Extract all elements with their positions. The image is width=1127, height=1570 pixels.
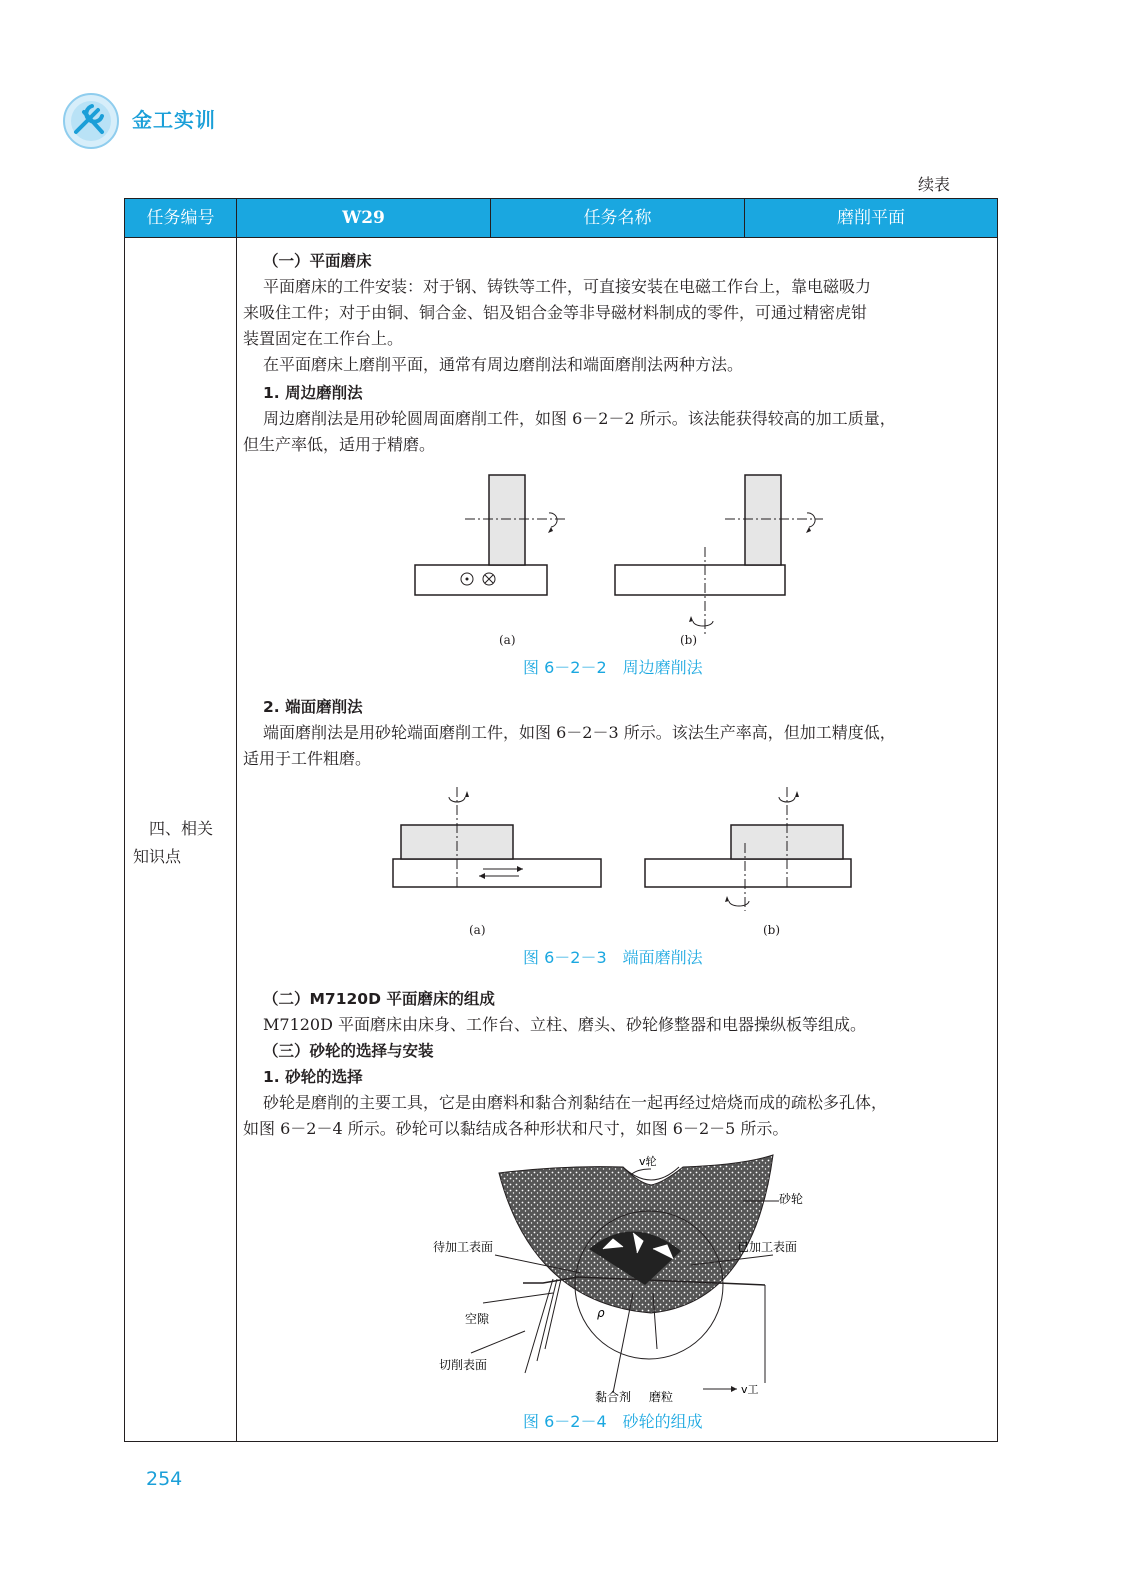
header-task-number-label: 任务编号 [125, 199, 237, 237]
header-task-number-value: W29 [237, 199, 491, 237]
section2-text: M7120D 平面磨床由床身、工作台、立柱、磨头、砂轮修整器和电器操纵板等组成。 [263, 1015, 867, 1034]
fig2b-table-rotation [729, 901, 749, 906]
left-label [133, 815, 233, 871]
table-header-row [125, 199, 997, 238]
fig1a-rotation-arrow [549, 513, 557, 527]
left-label-line1: 四、相关 [149, 819, 214, 838]
figure-6-2-2-caption: 图 6－2－2 周边磨削法 [523, 658, 703, 677]
method1-line1: 周边磨削法是用砂轮圆周面磨削工件，如图 6－2－2 所示。该法能获得较高的加工质量， [263, 409, 896, 428]
fig2-label-b: (b) [763, 923, 781, 937]
section2-title: （二）M7120D 平面磨床的组成 [263, 990, 495, 1008]
fig1b-table [615, 565, 785, 595]
page-number: 254 [146, 1468, 183, 1490]
fig1b-rotation-arrow [807, 513, 815, 527]
method2-line1: 端面磨削法是用砂轮端面磨削工件，如图 6－2－3 所示。该法生产率高，但加工精度低， [263, 723, 896, 742]
section3-line2: 如图 6－2－4 所示。砂轮可以黏结成各种形状和尺寸，如图 6－2－5 所示。 [243, 1119, 789, 1138]
book-title: 金工实训 [132, 108, 216, 132]
fig1b-wheel [745, 475, 781, 565]
fig2a-table [393, 859, 601, 887]
method1-title: 1. 周边磨削法 [263, 384, 363, 402]
task-table [124, 198, 998, 1442]
left-column [125, 237, 237, 1441]
book-logo-icon [62, 92, 120, 150]
fig3-rho-label: ρ [597, 1306, 605, 1320]
fig3-to-be-machined-label: 待加工表面 [433, 1240, 494, 1254]
fig3-abrasive-label: 磨粒 [649, 1390, 674, 1403]
fig3-cut-surface-label: 切削表面 [439, 1358, 488, 1372]
method2-line2: 适用于工件粗磨。 [243, 749, 372, 768]
method1-line2: 但生产率低，适用于精磨。 [243, 435, 436, 454]
fig3-binder-label: 黏合剂 [595, 1390, 632, 1403]
section1-p1-line2: 来吸住工件；对于由铜、铜合金、铝及铝合金等非导磁材料制成的零件，可通过精密虎钳 [243, 303, 868, 322]
figure-6-2-3-caption: 图 6－2－3 端面磨削法 [523, 948, 703, 967]
fig1a-table [415, 565, 547, 595]
fig1a-wheel [489, 475, 525, 565]
section1-p1-line1: 平面磨床的工件安装：对于钢、铸铁等工件，可直接安装在电磁工作台上，靠电磁吸力 [263, 277, 872, 296]
fig3-void-label: 空隙 [465, 1312, 490, 1326]
figure-peripheral-grinding [403, 471, 853, 651]
left-label-line2: 知识点 [133, 847, 182, 866]
fig3-v-work-label: v工 [741, 1383, 759, 1396]
section1-p1-line3: 装置固定在工作台上。 [243, 329, 404, 348]
section3-subtitle: 1. 砂轮的选择 [263, 1068, 363, 1086]
fig3-wheel-label: 砂轮 [779, 1192, 804, 1206]
section1-p2: 在平面磨床上磨削平面，通常有周边磨削法和端面磨削法两种方法。 [263, 355, 744, 374]
section3-title: （三）砂轮的选择与安装 [263, 1042, 434, 1060]
figure-6-2-4-caption: 图 6－2－4 砂轮的组成 [523, 1412, 703, 1431]
fig1b-table-rotation [693, 621, 713, 626]
fig1-label-b: (b) [680, 633, 698, 647]
fig1-label-a: (a) [499, 633, 516, 647]
method2-title: 2. 端面磨削法 [263, 698, 363, 716]
fig3-machined-label: 已加工表面 [737, 1240, 798, 1254]
continued-label: 续表 [918, 175, 951, 194]
section3-line1: 砂轮是磨削的主要工具，它是由磨料和黏合剂黏结在一起再经过焙烧而成的疏松多孔体， [263, 1093, 888, 1112]
header-task-name-label: 任务名称 [491, 199, 745, 237]
header-task-name-value: 磨削平面 [837, 208, 905, 228]
figure-wheel-labels [413, 1153, 833, 1403]
fig3-v-wheel-label: v轮 [639, 1155, 657, 1168]
fig2-label-a: (a) [469, 923, 486, 937]
figure-face-grinding [383, 783, 863, 925]
fig2b-table [645, 859, 851, 887]
section1-title: （一）平面磨床 [263, 252, 372, 270]
